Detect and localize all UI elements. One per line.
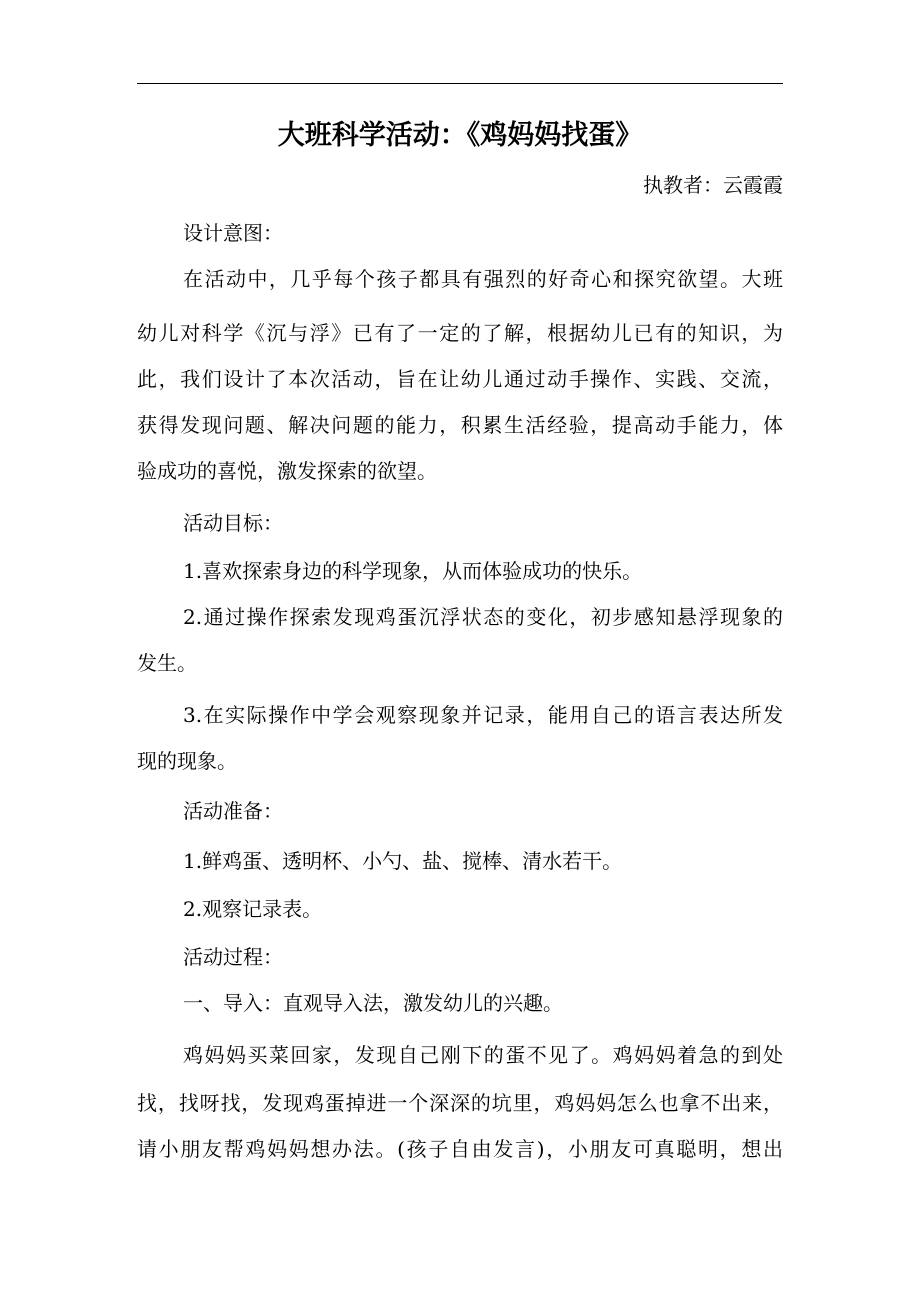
paragraph-line: 此，我们设计了本次活动，旨在让幼儿通过动手操作、实践、交流， xyxy=(137,367,783,391)
author-line: 执教者：云霞霞 xyxy=(643,173,783,197)
list-item-continuation: 现的现象。 xyxy=(137,749,237,773)
list-item: 3.在实际操作中学会观察现象并记录，能用自己的语言表达所发 xyxy=(183,703,783,727)
list-item: 2.观察记录表。 xyxy=(183,897,323,921)
paragraph-line: 请小朋友帮鸡妈妈想办法。(孩子自由发言)，小朋友可真聪明，想出 xyxy=(137,1137,783,1161)
paragraph-line: 鸡妈妈买菜回家，发现自己刚下的蛋不见了。鸡妈妈着急的到处 xyxy=(183,1043,783,1067)
paragraph-line: 找，找呀找，发现鸡蛋掉进一个深深的坑里，鸡妈妈怎么也拿不出来， xyxy=(137,1091,783,1115)
section-heading-preparation: 活动准备： xyxy=(183,799,283,823)
paragraph-line: 获得发现问题、解决问题的能力，积累生活经验，提高动手能力，体 xyxy=(137,413,783,437)
list-item: 1.鲜鸡蛋、透明杯、小勺、盐、搅棒、清水若干。 xyxy=(183,849,623,873)
header-rule xyxy=(137,83,783,84)
paragraph-line: 在活动中，几乎每个孩子都具有强烈的好奇心和探究欲望。大班 xyxy=(183,267,783,291)
list-item-continuation: 发生。 xyxy=(137,651,197,675)
process-step: 一、导入：直观导入法，激发幼儿的兴趣。 xyxy=(183,991,563,1015)
paragraph-line: 幼儿对科学《沉与浮》已有了一定的了解，根据幼儿已有的知识，为 xyxy=(137,321,783,345)
list-item: 1.喜欢探索身边的科学现象，从而体验成功的快乐。 xyxy=(183,559,643,583)
list-item: 2.通过操作探索发现鸡蛋沉浮状态的变化，初步感知悬浮现象的 xyxy=(183,605,783,629)
section-heading-design: 设计意图： xyxy=(183,221,283,245)
section-heading-goals: 活动目标： xyxy=(183,511,283,535)
section-heading-process: 活动过程： xyxy=(183,945,283,969)
document-title: 大班科学活动：《鸡妈妈找蛋》 xyxy=(277,120,643,151)
paragraph-line: 验成功的喜悦，激发探索的欲望。 xyxy=(137,459,437,483)
